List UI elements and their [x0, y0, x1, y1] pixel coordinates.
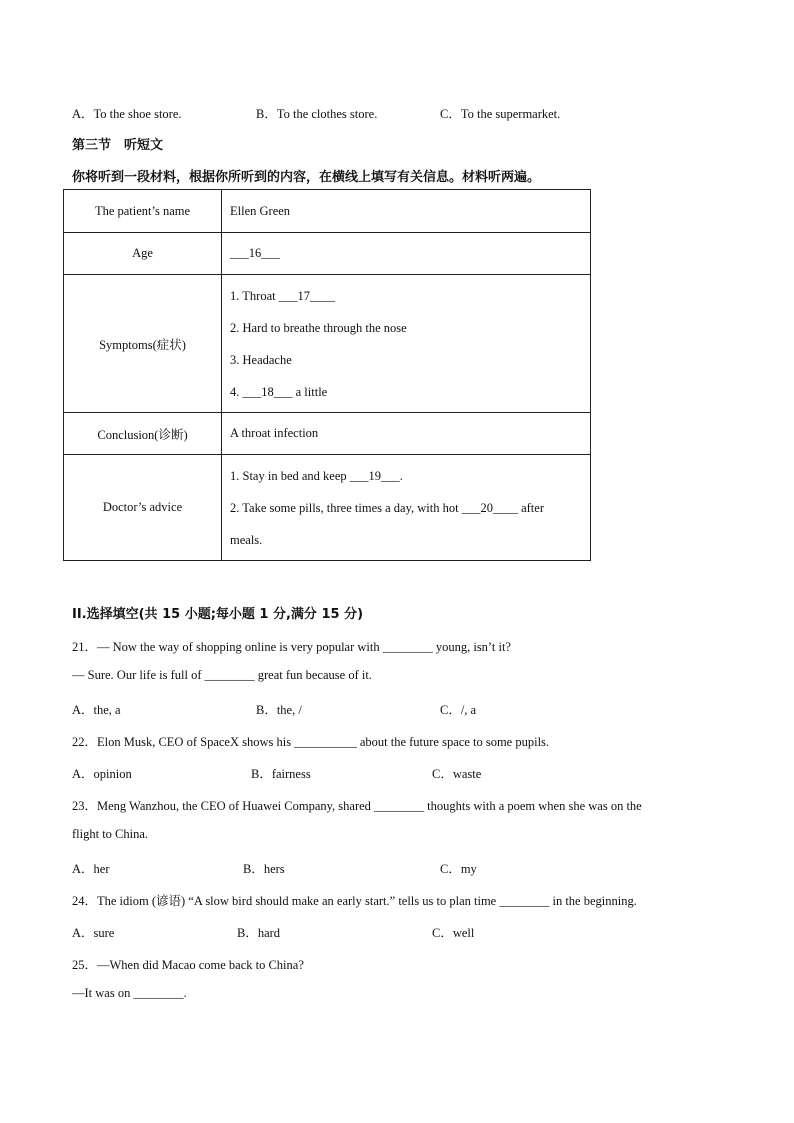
q25-stem-2: —It was on ________. — [72, 986, 187, 1000]
q24-stem: 24．The idiom (谚语) “A slow bird should make an early start.” tells us to plan time ________ in the beginning. — [72, 894, 637, 908]
row-value: Ellen Green — [222, 190, 591, 233]
row-value: A throat infection — [222, 413, 591, 455]
q22-option-c: C．waste — [432, 767, 482, 781]
section3-title: 第三节 听短文 — [72, 138, 164, 153]
symptom-item: 1. Throat ___17____ — [230, 288, 335, 303]
row-label: Symptoms(症状) — [64, 275, 222, 413]
symptom-item: 3. Headache — [230, 352, 292, 367]
q24-option-b: B．hard — [237, 926, 281, 940]
q22-option-a: A．opinion — [72, 767, 132, 781]
q24-option-a: A．sure — [72, 926, 115, 940]
q21-stem: 21．— Now the way of shopping online is very popular with ________ young, isn’t it? — [72, 640, 511, 654]
row-label: Doctor’s advice — [64, 455, 222, 561]
q23-stem-2: flight to China. — [72, 827, 149, 841]
q20-option-c: C．To the supermarket. — [440, 107, 561, 121]
symptom-item: 2. Hard to breathe through the nose — [230, 320, 407, 335]
q22-option-b: B．fairness — [251, 767, 311, 781]
advice-item: meals. — [230, 532, 263, 547]
advice-item: 2. Take some pills, three times a day, with hot ___20____ after — [230, 500, 544, 515]
part2-title: II.选择填空(共 15 小题;每小题 1 分,满分 15 分) — [72, 607, 364, 622]
q21-option-c: C．/, a — [440, 703, 477, 717]
row-label: The patient’s name — [64, 190, 222, 233]
table-row — [64, 455, 591, 561]
table-row — [64, 413, 591, 455]
q21-stem-2: — Sure. Our life is full of ________ great fun because of it. — [72, 668, 372, 682]
table-row — [64, 275, 591, 413]
q21-option-b: B．the, / — [256, 703, 302, 717]
patient-info-table — [63, 189, 591, 561]
row-label: Age — [64, 233, 222, 275]
row-value: ___16___ — [222, 233, 591, 275]
q20-option-b: B．To the clothes store. — [256, 107, 378, 121]
q25-stem: 25．—When did Macao come back to China? — [72, 958, 304, 972]
q21-option-a: A．the, a — [72, 703, 121, 717]
section3-instruction: 你将听到一段材料，根据你所听到的内容，在横线上填写有关信息。材料听两遍。 — [72, 170, 541, 185]
q23-option-a: A．her — [72, 862, 110, 876]
q23-option-b: B．hers — [243, 862, 285, 876]
advice-item: 1. Stay in bed and keep ___19___. — [230, 468, 403, 483]
row-label: Conclusion(诊断) — [64, 413, 222, 455]
row-value — [222, 455, 591, 561]
row-value — [222, 275, 591, 413]
symptom-item: 4. ___18___ a little — [230, 384, 328, 399]
q20-option-a: A．To the shoe store. — [72, 107, 182, 121]
q23-stem: 23．Meng Wanzhou, the CEO of Huawei Company, shared ________ thoughts with a poem when she was on the — [72, 799, 642, 813]
table-row — [64, 190, 591, 233]
table-row — [64, 233, 591, 275]
q22-stem: 22．Elon Musk, CEO of SpaceX shows his __________ about the future space to some pupils. — [72, 735, 550, 749]
q23-option-c: C．my — [440, 862, 477, 876]
q24-option-c: C．well — [432, 926, 475, 940]
